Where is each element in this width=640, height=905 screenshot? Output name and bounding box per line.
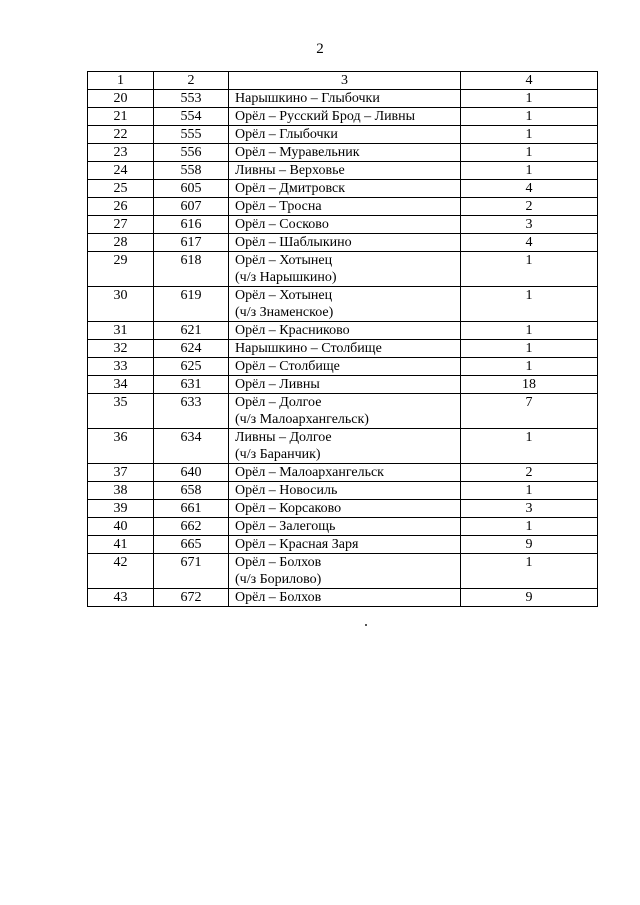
route-count: 7 xyxy=(461,394,598,429)
route-name xyxy=(229,554,461,589)
row-number: 30 xyxy=(88,287,154,322)
route-via-line: (ч/з Борилово) xyxy=(235,572,322,587)
table-row xyxy=(88,126,598,144)
route-via-line: (ч/з Малоархангельск) xyxy=(235,412,369,427)
route-name xyxy=(229,144,461,162)
route-count: 1 xyxy=(461,358,598,376)
route-code: 634 xyxy=(154,429,229,464)
row-number: 27 xyxy=(88,216,154,234)
route-count: 1 xyxy=(461,108,598,126)
table-row xyxy=(88,252,598,287)
route-code: 621 xyxy=(154,322,229,340)
route-name-line: Орёл – Корсаково xyxy=(235,501,342,516)
header-col-3: 3 xyxy=(229,72,461,90)
route-name-line: Орёл – Шаблыкино xyxy=(235,235,352,250)
table-row xyxy=(88,518,598,536)
route-name-line: Орёл – Глыбочки xyxy=(235,127,338,142)
route-name-line: Нарышкино – Глыбочки xyxy=(235,91,380,106)
route-name xyxy=(229,216,461,234)
route-name xyxy=(229,180,461,198)
row-number: 32 xyxy=(88,340,154,358)
table-row xyxy=(88,287,598,322)
route-name xyxy=(229,429,461,464)
row-number: 20 xyxy=(88,90,154,108)
table-row xyxy=(88,394,598,429)
route-name xyxy=(229,500,461,518)
route-code: 672 xyxy=(154,589,229,607)
table-row xyxy=(88,358,598,376)
route-code: 555 xyxy=(154,126,229,144)
route-name xyxy=(229,198,461,216)
route-name xyxy=(229,90,461,108)
route-count: 1 xyxy=(461,126,598,144)
route-name xyxy=(229,464,461,482)
row-number: 26 xyxy=(88,198,154,216)
route-code: 624 xyxy=(154,340,229,358)
header-col-1: 1 xyxy=(88,72,154,90)
route-code: 607 xyxy=(154,198,229,216)
row-number: 39 xyxy=(88,500,154,518)
route-name xyxy=(229,340,461,358)
route-name-line: Орёл – Новосиль xyxy=(235,483,338,498)
table-header xyxy=(88,72,598,90)
route-name-line: Орёл – Столбище xyxy=(235,359,340,374)
route-count: 1 xyxy=(461,144,598,162)
row-number: 33 xyxy=(88,358,154,376)
route-name-line: Нарышкино – Столбище xyxy=(235,341,382,356)
route-count: 9 xyxy=(461,536,598,554)
route-name xyxy=(229,234,461,252)
route-code: 658 xyxy=(154,482,229,500)
route-name-line: Орёл – Залегощь xyxy=(235,519,336,534)
route-name-line: Орёл – Сосково xyxy=(235,217,329,232)
route-code: 617 xyxy=(154,234,229,252)
route-via-line: (ч/з Баранчик) xyxy=(235,447,321,462)
route-count: 1 xyxy=(461,252,598,287)
route-count: 4 xyxy=(461,234,598,252)
header-col-2: 2 xyxy=(154,72,229,90)
row-number: 34 xyxy=(88,376,154,394)
route-count: 4 xyxy=(461,180,598,198)
route-name-line: Орёл – Тросна xyxy=(235,199,322,214)
route-code: 616 xyxy=(154,216,229,234)
route-code: 631 xyxy=(154,376,229,394)
table-row xyxy=(88,482,598,500)
row-number: 24 xyxy=(88,162,154,180)
table-row xyxy=(88,198,598,216)
route-name-line: Орёл – Красная Заря xyxy=(235,537,359,552)
route-name-line: Орёл – Дмитровск xyxy=(235,181,346,196)
routes-table xyxy=(87,71,598,607)
route-code: 633 xyxy=(154,394,229,429)
route-count: 2 xyxy=(461,464,598,482)
row-number: 37 xyxy=(88,464,154,482)
row-number: 22 xyxy=(88,126,154,144)
route-name-line: Орёл – Долгое xyxy=(235,395,322,410)
table-row xyxy=(88,536,598,554)
route-count: 1 xyxy=(461,322,598,340)
route-name xyxy=(229,394,461,429)
table-row xyxy=(88,464,598,482)
route-name-line: Орёл – Муравельник xyxy=(235,145,360,160)
row-number: 41 xyxy=(88,536,154,554)
table-row xyxy=(88,554,598,589)
route-name xyxy=(229,126,461,144)
route-name-line: Ливны – Верховье xyxy=(235,163,345,178)
row-number: 38 xyxy=(88,482,154,500)
table-row xyxy=(88,429,598,464)
table-row xyxy=(88,144,598,162)
route-via-line: (ч/з Нарышкино) xyxy=(235,270,337,285)
route-code: 556 xyxy=(154,144,229,162)
route-code: 662 xyxy=(154,518,229,536)
table-row xyxy=(88,322,598,340)
row-number: 43 xyxy=(88,589,154,607)
route-code: 618 xyxy=(154,252,229,287)
table-row xyxy=(88,234,598,252)
route-count: 1 xyxy=(461,90,598,108)
route-name xyxy=(229,162,461,180)
route-count: 9 xyxy=(461,589,598,607)
table-row xyxy=(88,90,598,108)
route-name-line: Орёл – Хотынец xyxy=(235,253,333,268)
table-row xyxy=(88,589,598,607)
route-name-line: Ливны – Долгое xyxy=(235,430,332,445)
route-count: 1 xyxy=(461,518,598,536)
row-number: 29 xyxy=(88,252,154,287)
route-name xyxy=(229,108,461,126)
route-name xyxy=(229,287,461,322)
route-name xyxy=(229,376,461,394)
route-count: 1 xyxy=(461,482,598,500)
route-via-line: (ч/з Знаменское) xyxy=(235,305,334,320)
route-name-line: Орёл – Малоархангельск xyxy=(235,465,384,480)
route-name xyxy=(229,252,461,287)
row-number: 35 xyxy=(88,394,154,429)
table-row xyxy=(88,180,598,198)
route-name xyxy=(229,518,461,536)
table-row xyxy=(88,376,598,394)
route-name-line: Орёл – Хотынец xyxy=(235,288,333,303)
table-row xyxy=(88,340,598,358)
row-number: 40 xyxy=(88,518,154,536)
route-code: 605 xyxy=(154,180,229,198)
route-count: 18 xyxy=(461,376,598,394)
route-count: 1 xyxy=(461,554,598,589)
header-col-4: 4 xyxy=(461,72,598,90)
route-count: 1 xyxy=(461,162,598,180)
route-code: 665 xyxy=(154,536,229,554)
route-name xyxy=(229,322,461,340)
route-code: 558 xyxy=(154,162,229,180)
row-number: 21 xyxy=(88,108,154,126)
table-row xyxy=(88,216,598,234)
route-count: 2 xyxy=(461,198,598,216)
route-name xyxy=(229,482,461,500)
row-number: 28 xyxy=(88,234,154,252)
stray-dot xyxy=(365,624,367,626)
route-code: 671 xyxy=(154,554,229,589)
route-count: 1 xyxy=(461,287,598,322)
route-name xyxy=(229,358,461,376)
route-count: 3 xyxy=(461,216,598,234)
row-number: 42 xyxy=(88,554,154,589)
page-number: 2 xyxy=(316,41,324,57)
route-name-line: Орёл – Болхов xyxy=(235,590,322,605)
route-code: 554 xyxy=(154,108,229,126)
route-count: 1 xyxy=(461,340,598,358)
route-count: 1 xyxy=(461,429,598,464)
row-number: 31 xyxy=(88,322,154,340)
header-row xyxy=(88,72,598,90)
row-number: 23 xyxy=(88,144,154,162)
route-code: 640 xyxy=(154,464,229,482)
route-name xyxy=(229,589,461,607)
route-code: 661 xyxy=(154,500,229,518)
route-name xyxy=(229,536,461,554)
route-name-line: Орёл – Русский Брод – Ливны xyxy=(235,109,416,124)
table-row xyxy=(88,108,598,126)
table-row xyxy=(88,162,598,180)
row-number: 36 xyxy=(88,429,154,464)
route-code: 553 xyxy=(154,90,229,108)
table-body xyxy=(88,90,598,607)
route-count: 3 xyxy=(461,500,598,518)
route-name-line: Орёл – Болхов xyxy=(235,555,322,570)
table-row xyxy=(88,500,598,518)
route-code: 619 xyxy=(154,287,229,322)
route-name-line: Орёл – Ливны xyxy=(235,377,320,392)
route-code: 625 xyxy=(154,358,229,376)
route-name-line: Орёл – Красниково xyxy=(235,323,350,338)
row-number: 25 xyxy=(88,180,154,198)
